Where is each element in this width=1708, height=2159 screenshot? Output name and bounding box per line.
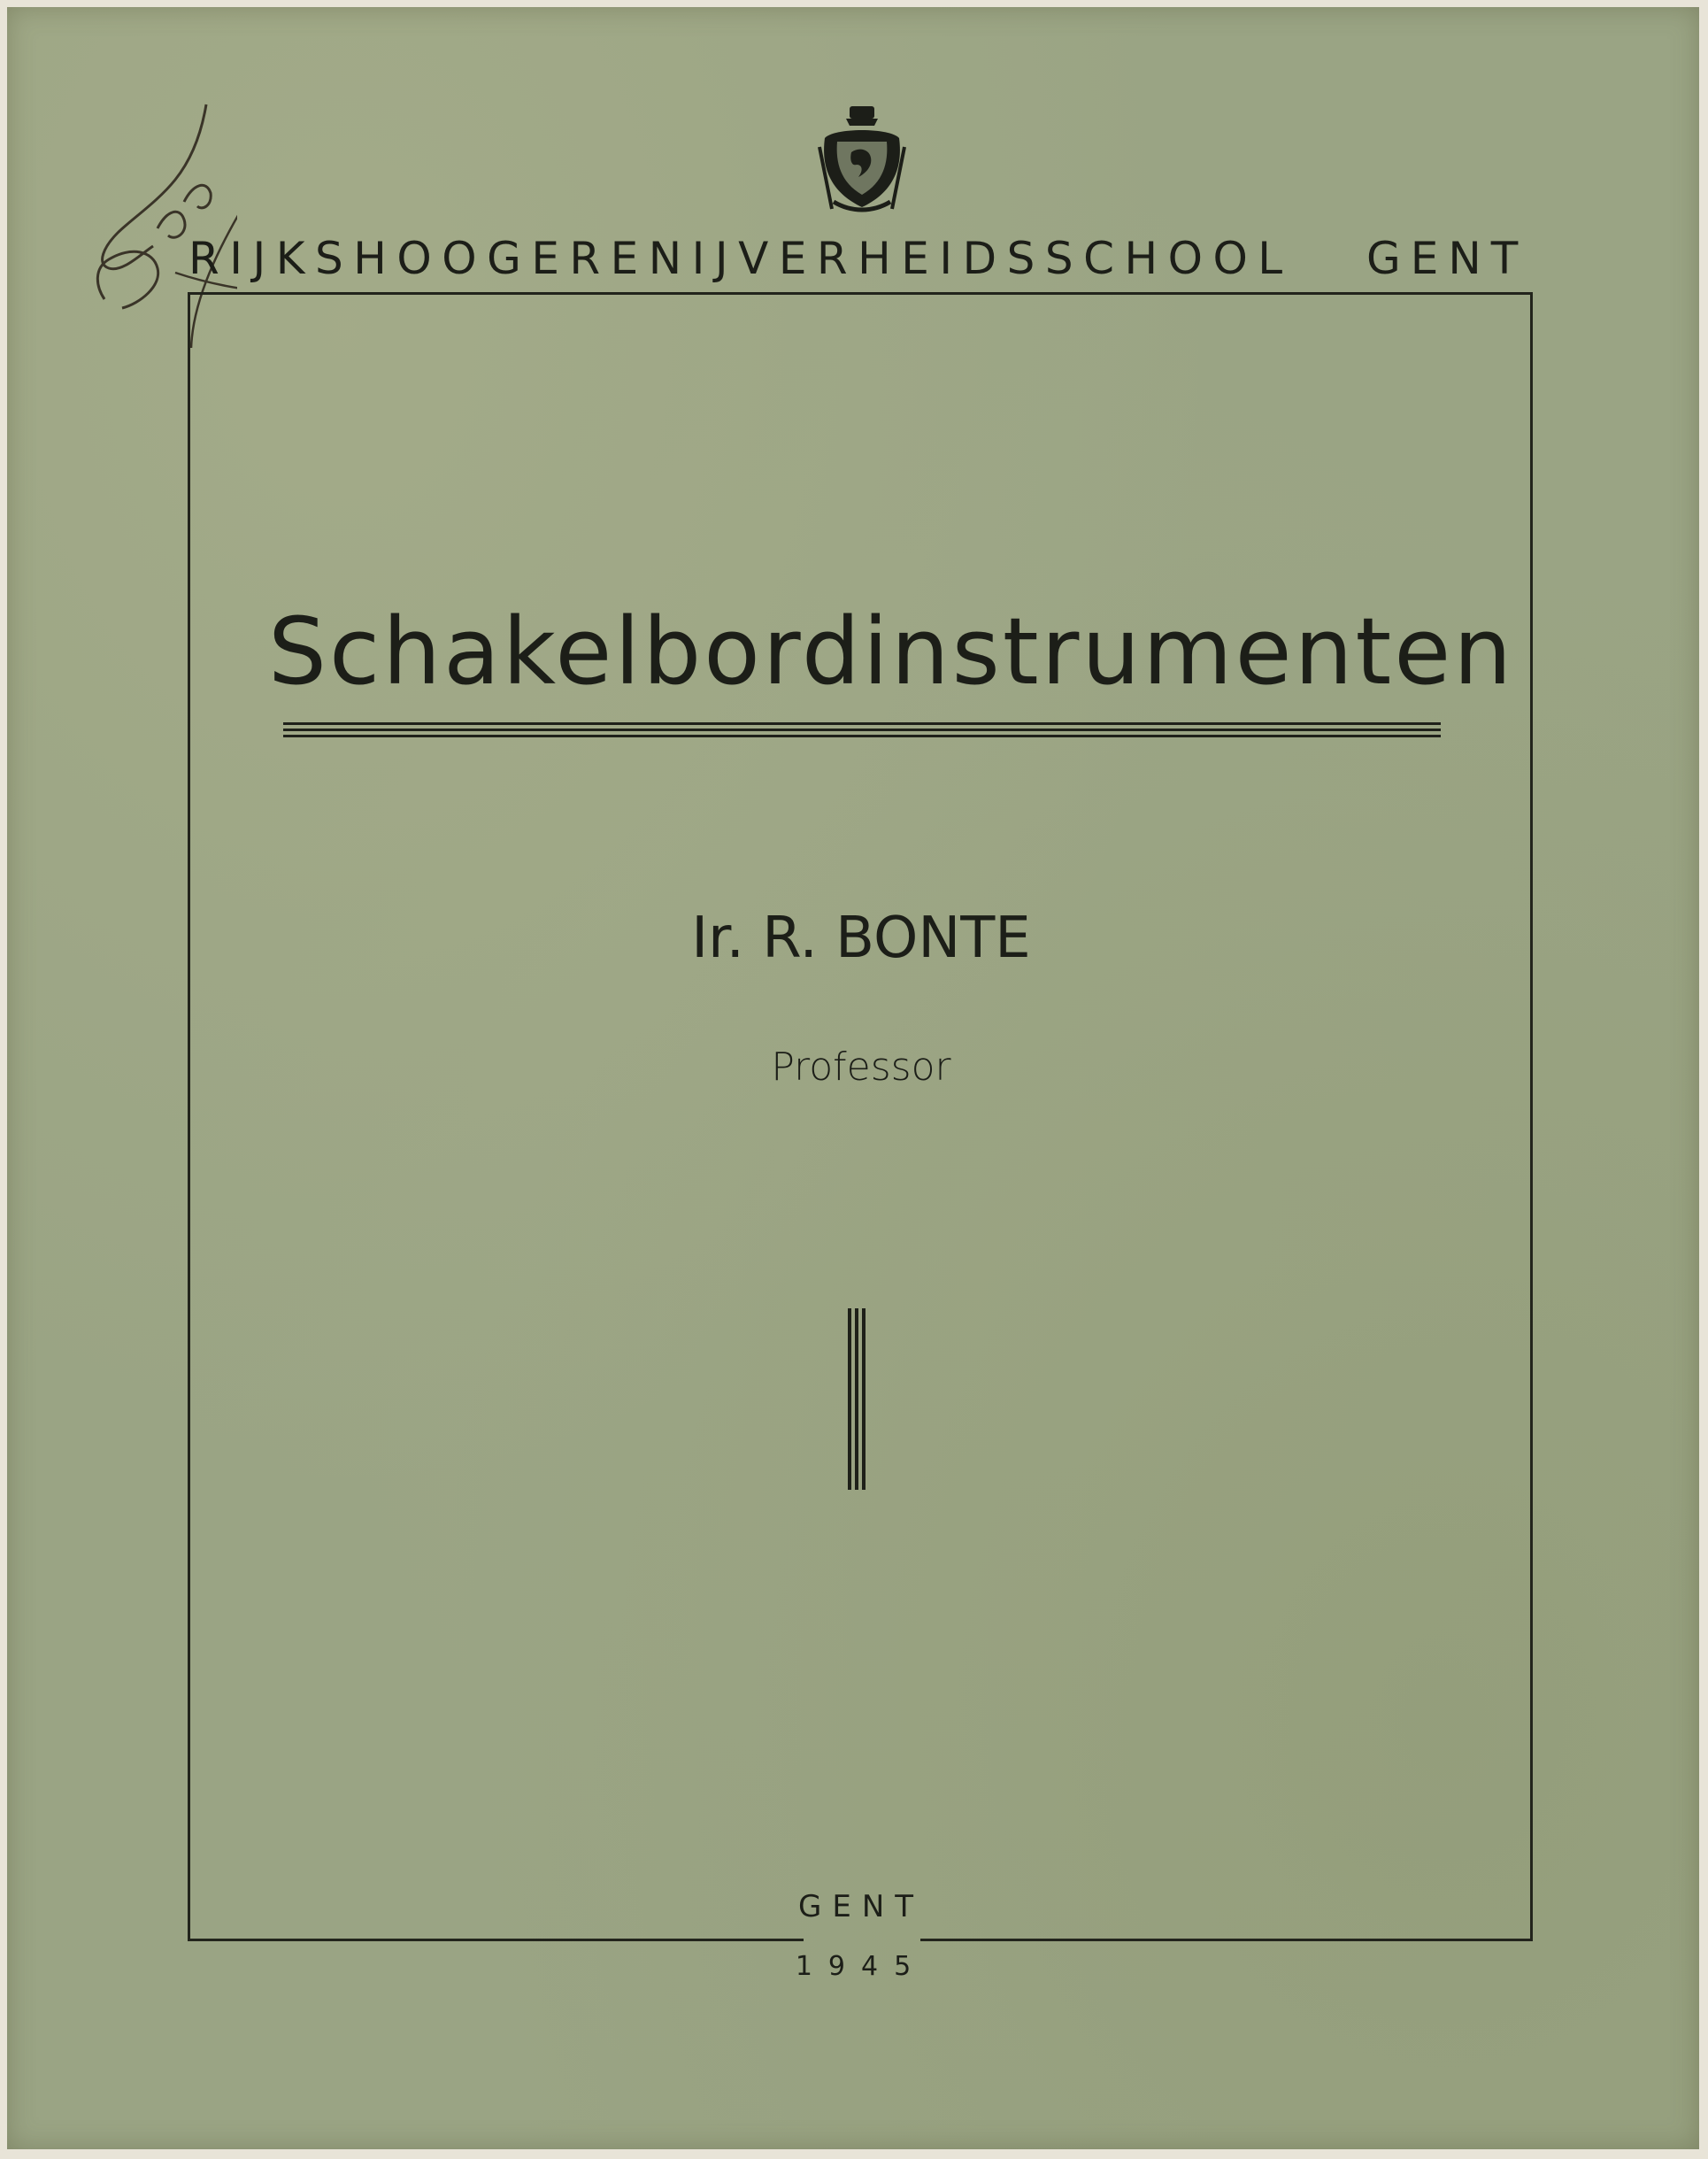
author-name: Ir. R. BONTE bbox=[691, 906, 1031, 971]
frame-top-border bbox=[188, 292, 1532, 295]
vertical-ornament-bar bbox=[862, 1308, 866, 1490]
frame-left-border bbox=[188, 292, 190, 1941]
author-role: Professor bbox=[771, 1045, 951, 1090]
frame-bottom-border-left bbox=[188, 1939, 804, 1941]
coat-of-arms-icon bbox=[816, 103, 908, 214]
book-cover bbox=[7, 7, 1699, 2149]
vertical-ornament-bar bbox=[848, 1308, 851, 1490]
frame-bottom-border-right bbox=[920, 1939, 1533, 1941]
title-underline bbox=[283, 722, 1441, 725]
book-title: Schakelbordinstrumenten bbox=[268, 598, 1515, 706]
title-underline bbox=[283, 735, 1441, 737]
title-underline bbox=[283, 729, 1441, 731]
frame-right-border bbox=[1530, 292, 1533, 1941]
institution-city: GENT bbox=[1366, 233, 1528, 284]
publication-place: GENT bbox=[797, 1889, 925, 1924]
handwritten-signature bbox=[69, 96, 237, 352]
publication-year: 1945 bbox=[795, 1951, 927, 1982]
vertical-ornament-bar bbox=[855, 1308, 858, 1490]
institution-name: RIJKSHOOGERENIJVERHEIDSSCHOOL bbox=[188, 233, 1293, 284]
